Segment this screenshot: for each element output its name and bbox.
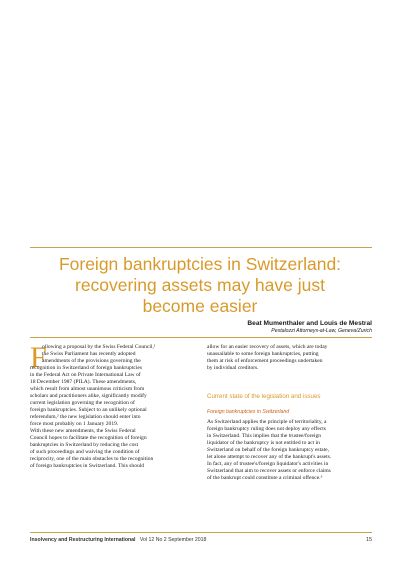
text-line: Switzerland on behalf of the foreign bankruptcy estate,	[207, 447, 329, 453]
text-line: Switzerland that aim to recover assets or enforce claims	[207, 468, 331, 474]
article-title	[20, 254, 380, 317]
footer-rule	[30, 532, 372, 533]
text-line: In fact, any of trustee's/foreign liquidator's activities in	[207, 461, 329, 467]
text-line: in the Federal Act on Private International Law of	[30, 372, 141, 378]
text-line: which result from almost unanimous criticism from	[30, 386, 145, 392]
footer-citation	[30, 537, 206, 543]
text-line: let alone attempt to recover any of the bankrupt's assets.	[207, 454, 332, 460]
text-line: scholars and practitioners alike, significantly modify	[30, 393, 147, 399]
text-line: in Switzerland. This implies that the trustee/foreign	[207, 433, 322, 439]
text-line: them at risk of enforcement proceedings undertaken	[207, 358, 323, 364]
text-line: liquidator of the bankruptcy is not entitled to act in	[207, 440, 320, 446]
right-column-bottom	[207, 419, 375, 482]
top-rule	[30, 247, 372, 248]
journal-name: Insolvency and Restructuring International	[30, 537, 136, 543]
title-rule	[30, 337, 372, 338]
text-line: the Swiss Parliament has recently adopted	[42, 351, 136, 357]
text-line: 18 December 1987 (PILA). These amendments,	[30, 379, 137, 385]
drop-cap: F	[30, 341, 47, 374]
authors: Beat Mumenthaler and Louis de Mestral	[247, 320, 372, 327]
text-line: recognition in Switzerland of foreign bankruptcies	[30, 365, 142, 371]
text-line: bankruptcies in Switzerland by reducing the cost	[30, 442, 139, 448]
text-line: foreign bankruptcy ruling does not deploy any effects	[207, 426, 326, 432]
affiliation: Pestalozzi Attorneys-at-Law, Geneva/Zurich	[271, 328, 372, 334]
text-line: force most probably on 1 January 2019.	[30, 421, 119, 427]
text-line: amendments of the provisions governing the	[42, 358, 141, 364]
page-number: 15	[366, 537, 372, 543]
text-line: of such proceedings and waiving the condition of	[30, 449, 140, 455]
text-line: reciprocity, one of the main obstacles to the recognition	[30, 456, 154, 462]
text-line: ollowing a proposal by the Swiss Federal Council,¹	[42, 344, 156, 350]
right-column-top	[207, 344, 375, 372]
subsection-heading: Foreign bankruptcies in Switzerland	[207, 409, 290, 415]
text-line: allow for an easier recovery of assets, which are today	[207, 344, 328, 350]
issue-info: Vol 12 No 2 September 2018	[139, 537, 207, 543]
title-line: Foreign bankruptcies in Switzerland:	[58, 254, 342, 274]
text-line: As Switzerland applies the principle of territoriality, a	[207, 419, 327, 425]
text-line: foreign bankruptcies. Subject to an unlikely optional	[30, 407, 147, 413]
text-line: by individual creditors.	[207, 365, 259, 371]
text-line: Council hopes to facilitate the recognition of foreign	[30, 435, 147, 441]
title-line: recovering assets may have just	[75, 275, 325, 295]
text-line: unassailable to some foreign bankruptcies, putting	[207, 351, 319, 357]
title-line: become easier	[142, 296, 258, 316]
section-heading: Current state of the legislation and issues	[207, 393, 321, 400]
text-line: current legislation governing the recognition of	[30, 400, 135, 406]
text-line: of the bankrupt could constitute a criminal offence.³	[207, 475, 323, 481]
text-line: of foreign bankruptcies in Switzerland. This should	[30, 463, 145, 469]
left-column	[30, 341, 198, 470]
text-line: referendum,² the new legislation should enter into	[30, 414, 141, 420]
text-line: With these new amendments, the Swiss Federal	[30, 428, 136, 434]
